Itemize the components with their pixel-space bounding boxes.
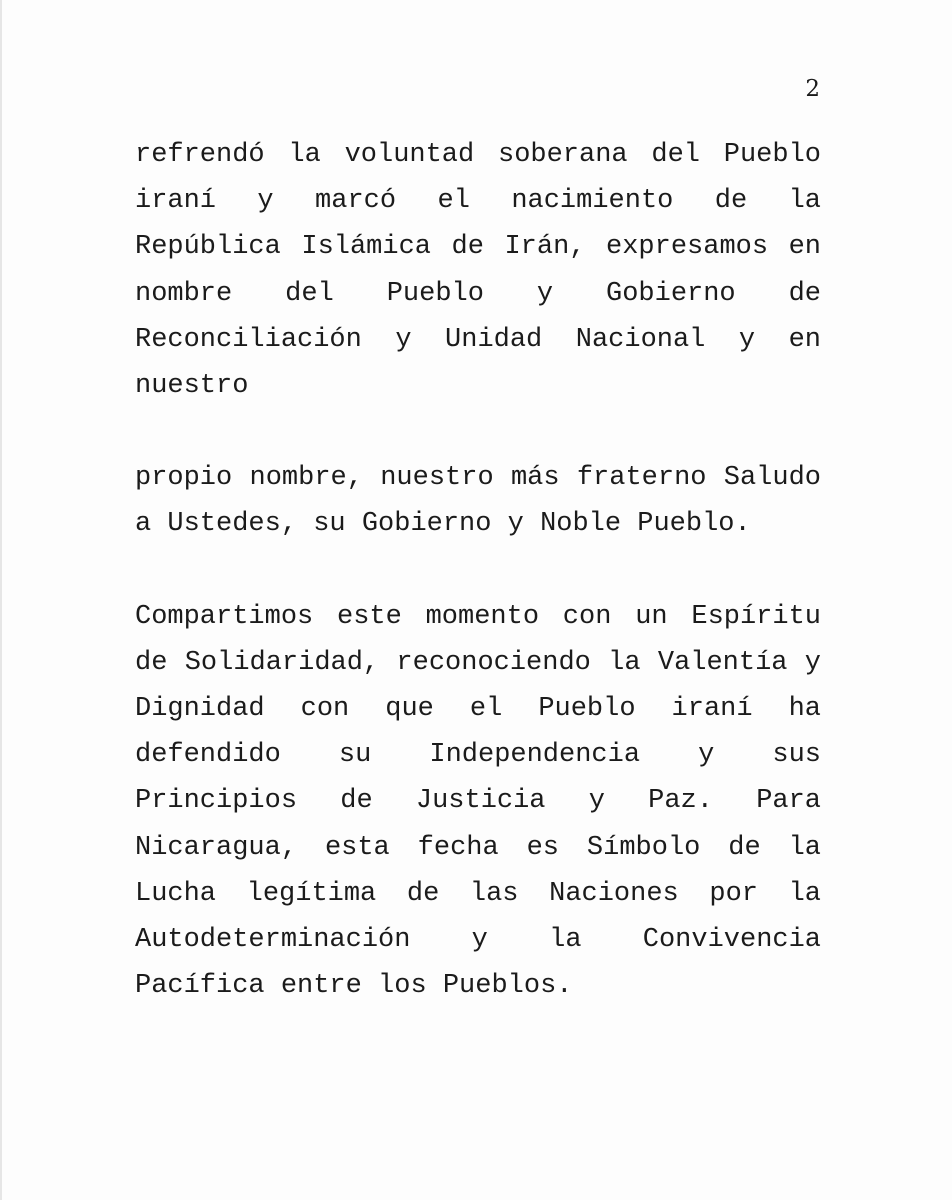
text-line: Nicaragua, esta fecha es Símbolo de la — [135, 832, 821, 863]
text-line: refrendó la voluntad soberana del Pueblo — [135, 140, 821, 170]
text-line: defendido su Independencia y sus — [135, 740, 821, 771]
text-line: Autodeterminación y la Convivencia — [135, 925, 821, 956]
letter-body — [135, 132, 821, 1009]
page-number: 2 — [805, 76, 820, 102]
text-line: Reconciliación y Unidad Nacional y en — [135, 324, 821, 355]
text-line: nuestro — [135, 371, 249, 402]
paragraph-2 — [135, 455, 821, 547]
text-line: Dignidad con que el Pueblo iraní ha — [135, 694, 821, 725]
paragraph-1 — [135, 132, 821, 409]
text-line: de Solidaridad, reconociendo la Valentía y — [135, 647, 821, 678]
text-line: propio nombre, nuestro más fraterno Saludo — [135, 463, 821, 494]
text-line: Pacífica entre los Pueblos. — [135, 971, 573, 1002]
text-line: Principios de Justicia y Paz. Para — [135, 786, 821, 817]
text-line: Lucha legítima de las Naciones por la — [135, 878, 821, 909]
paragraph-3 — [135, 594, 821, 1010]
text-line: República Islámica de Irán, expresamos en — [135, 232, 821, 263]
text-line: iraní y marcó el nacimiento de la — [135, 186, 821, 217]
text-line: a Ustedes, su Gobierno y Noble Pueblo. — [135, 509, 751, 540]
text-line: Compartimos este momento con un Espíritu — [135, 601, 821, 632]
text-line: nombre del Pueblo y Gobierno de — [135, 278, 821, 309]
